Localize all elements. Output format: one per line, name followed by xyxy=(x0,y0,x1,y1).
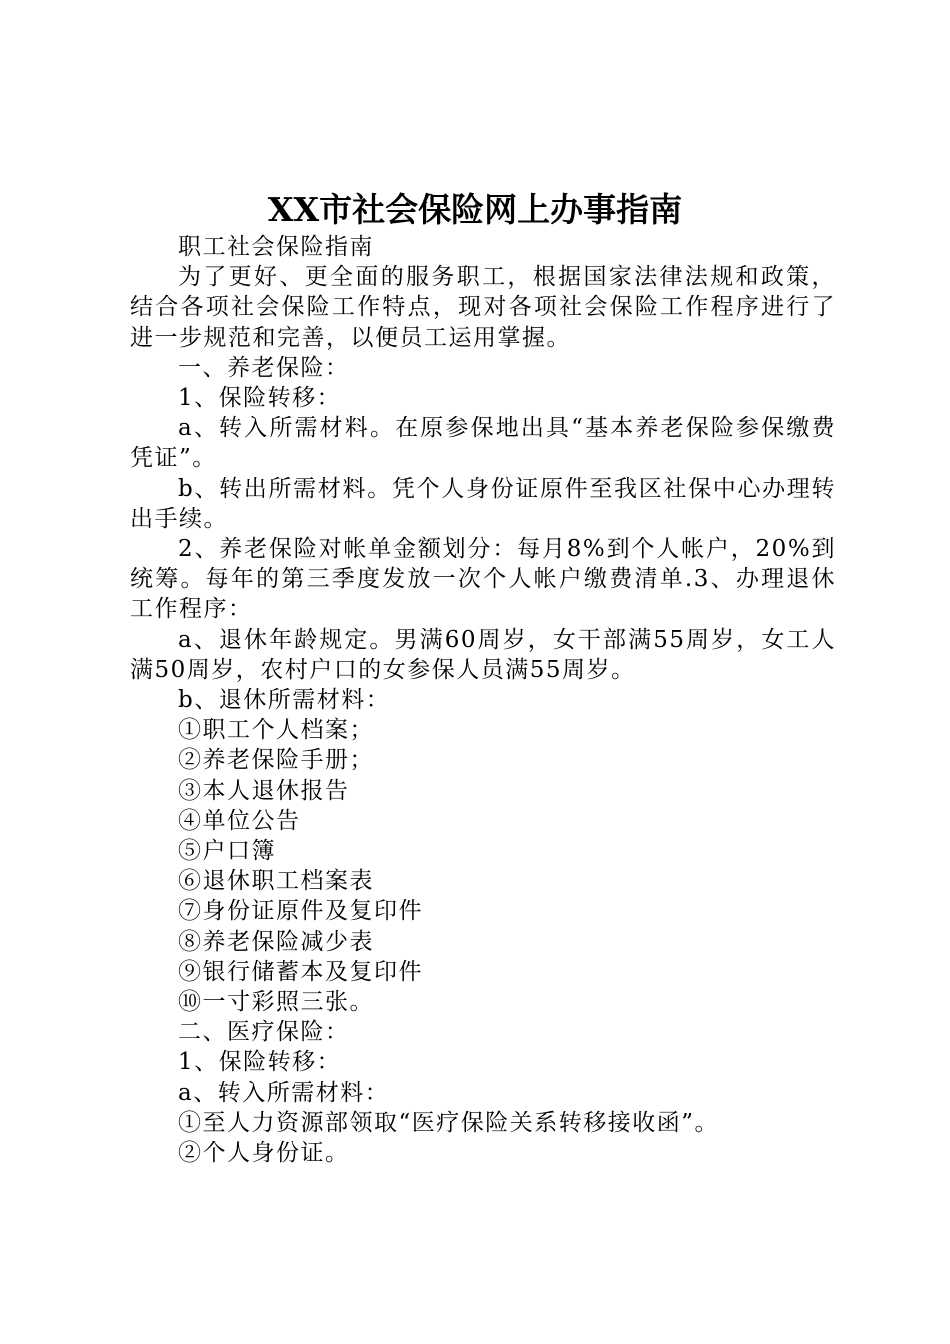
list-item: ⑧养老保险减少表 xyxy=(178,928,374,955)
list-item: ①职工个人档案； xyxy=(178,717,374,744)
list-item: ②个人身份证。 xyxy=(178,1140,350,1167)
section-heading: 一、养老保险： xyxy=(178,354,350,381)
paragraph: a、转入所需材料。在原参保地出具“基本养老保险参保缴费凭证”。 xyxy=(130,415,836,472)
list-item: ⑦身份证原件及复印件 xyxy=(178,898,423,925)
paragraph: b、转出所需材料。凭个人身份证原件至我区社保中心办理转出手续。 xyxy=(130,475,836,532)
paragraph: a、退休年龄规定。男满60周岁，女干部满55周岁，女工人满50周岁，农村户口的女参保人员满55周岁。 xyxy=(130,626,836,683)
list-item: ⑨银行储蓄本及复印件 xyxy=(178,958,423,985)
paragraph: b、退休所需材料： xyxy=(178,687,391,714)
document-body xyxy=(130,232,836,1168)
subsection-heading: 1、保险转移： xyxy=(178,385,342,412)
list-item: ⑤户口簿 xyxy=(178,838,276,865)
paragraph: 2、养老保险对帐单金额划分：每月8%到个人帐户，20%到统筹。每年的第三季度发放一次个人帐户缴费清单.3、办理退休工作程序： xyxy=(130,536,836,623)
list-item: ②养老保险手册； xyxy=(178,747,374,774)
list-item: ①至人力资源部领取“医疗保险关系转移接收函”。 xyxy=(178,1109,720,1136)
list-item: ⑥退休职工档案表 xyxy=(178,868,374,895)
document-title: XX市社会保险网上办事指南 xyxy=(267,190,683,229)
paragraph: 职工社会保险指南 xyxy=(178,234,374,260)
list-item: ⑩一寸彩照三张。 xyxy=(178,989,374,1016)
subsection-heading: 1、保险转移： xyxy=(178,1049,342,1076)
paragraph: a、转入所需材料： xyxy=(178,1079,390,1106)
section-heading: 二、医疗保险： xyxy=(178,1019,350,1046)
list-item: ③本人退休报告 xyxy=(178,777,350,804)
paragraph: 为了更好、更全面的服务职工，根据国家法律法规和政策，结合各项社会保险工作特点，现对各项社会保险工作程序进行了进一步规范和完善，以便员工运用掌握。 xyxy=(130,264,836,351)
list-item: ④单位公告 xyxy=(178,807,301,834)
